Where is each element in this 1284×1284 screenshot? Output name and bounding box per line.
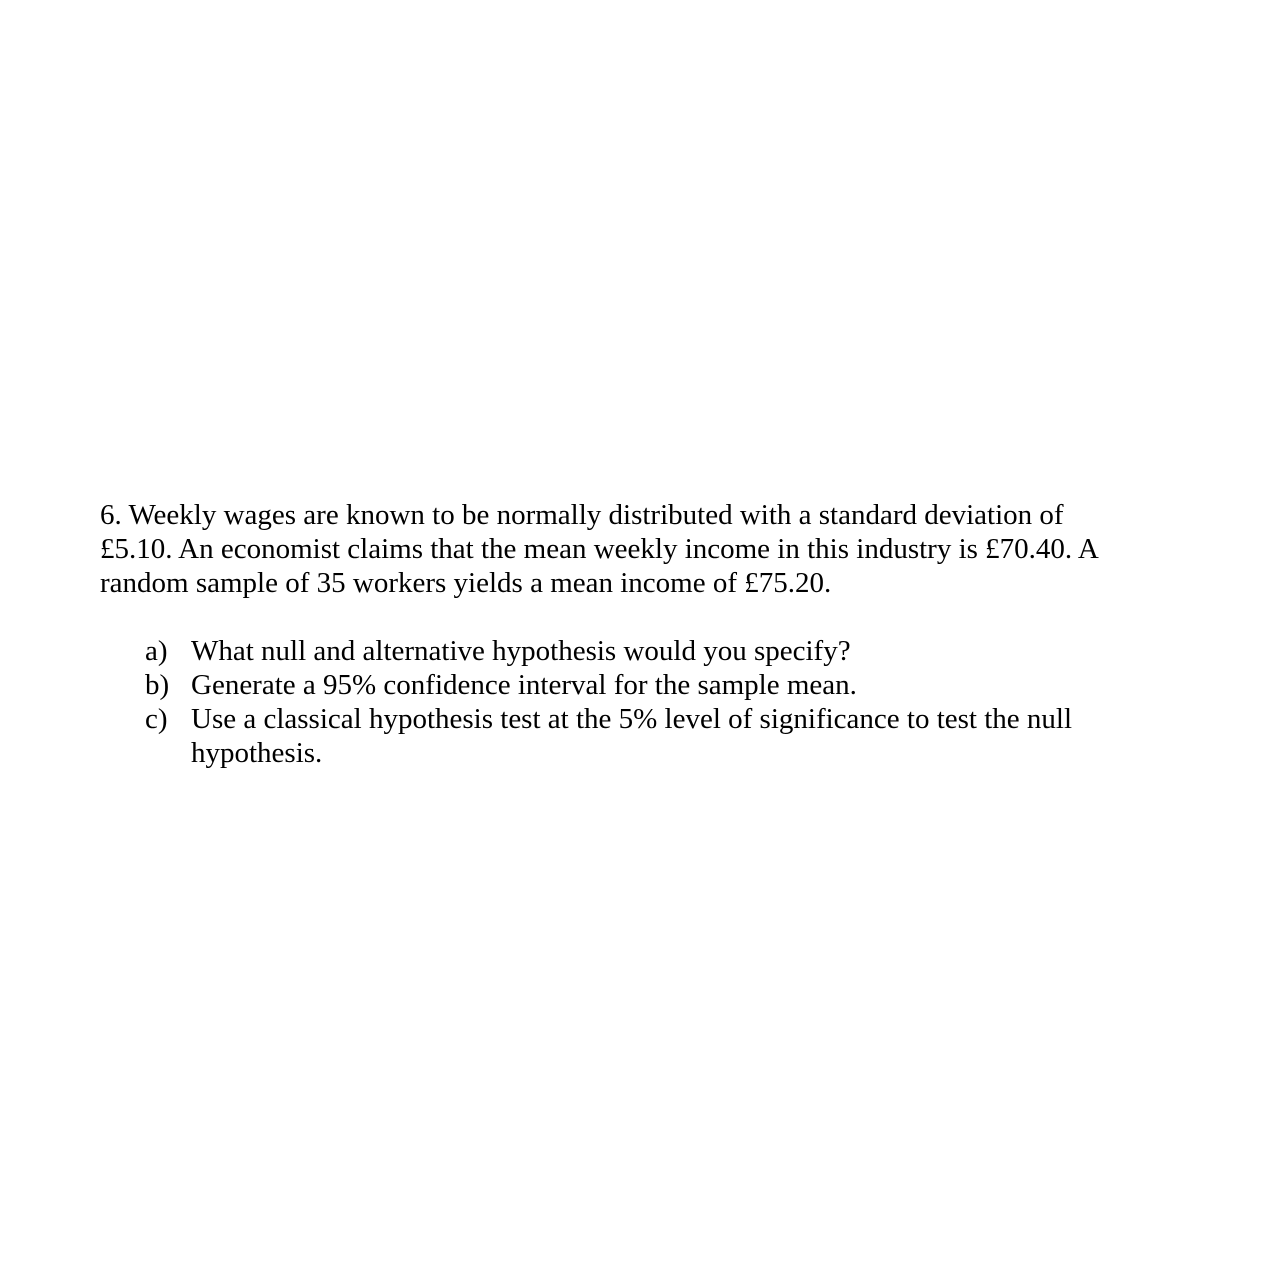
part-c-line-2: hypothesis. xyxy=(191,737,323,769)
part-a-letter: a) xyxy=(145,635,168,667)
part-a-text xyxy=(191,634,851,668)
part-c-letter: c) xyxy=(145,703,168,735)
part-b-letter: b) xyxy=(145,669,170,701)
intro-line-3: random sample of 35 workers yields a mean income of £75.20. xyxy=(100,567,832,599)
part-b-text xyxy=(191,668,857,702)
question-part-c xyxy=(100,702,1170,770)
question-part-b xyxy=(100,668,1170,702)
intro-line-1: 6. Weekly wages are known to be normally distributed with a standard deviation of xyxy=(100,499,1064,531)
question-part-a xyxy=(100,634,1170,668)
intro-line-2: £5.10. An economist claims that the mean weekly income in this industry is £70.40. A xyxy=(100,533,1099,565)
question-intro xyxy=(100,498,1170,600)
question-parts-list xyxy=(100,634,1170,770)
part-b-line-1: Generate a 95% confidence interval for the sample mean. xyxy=(191,669,857,701)
part-c-line-1: Use a classical hypothesis test at the 5% level of significance to test the null xyxy=(191,703,1073,735)
part-c-text xyxy=(191,702,1072,770)
part-a-line-1: What null and alternative hypothesis would you specify? xyxy=(191,635,851,667)
question-6 xyxy=(100,498,1170,770)
